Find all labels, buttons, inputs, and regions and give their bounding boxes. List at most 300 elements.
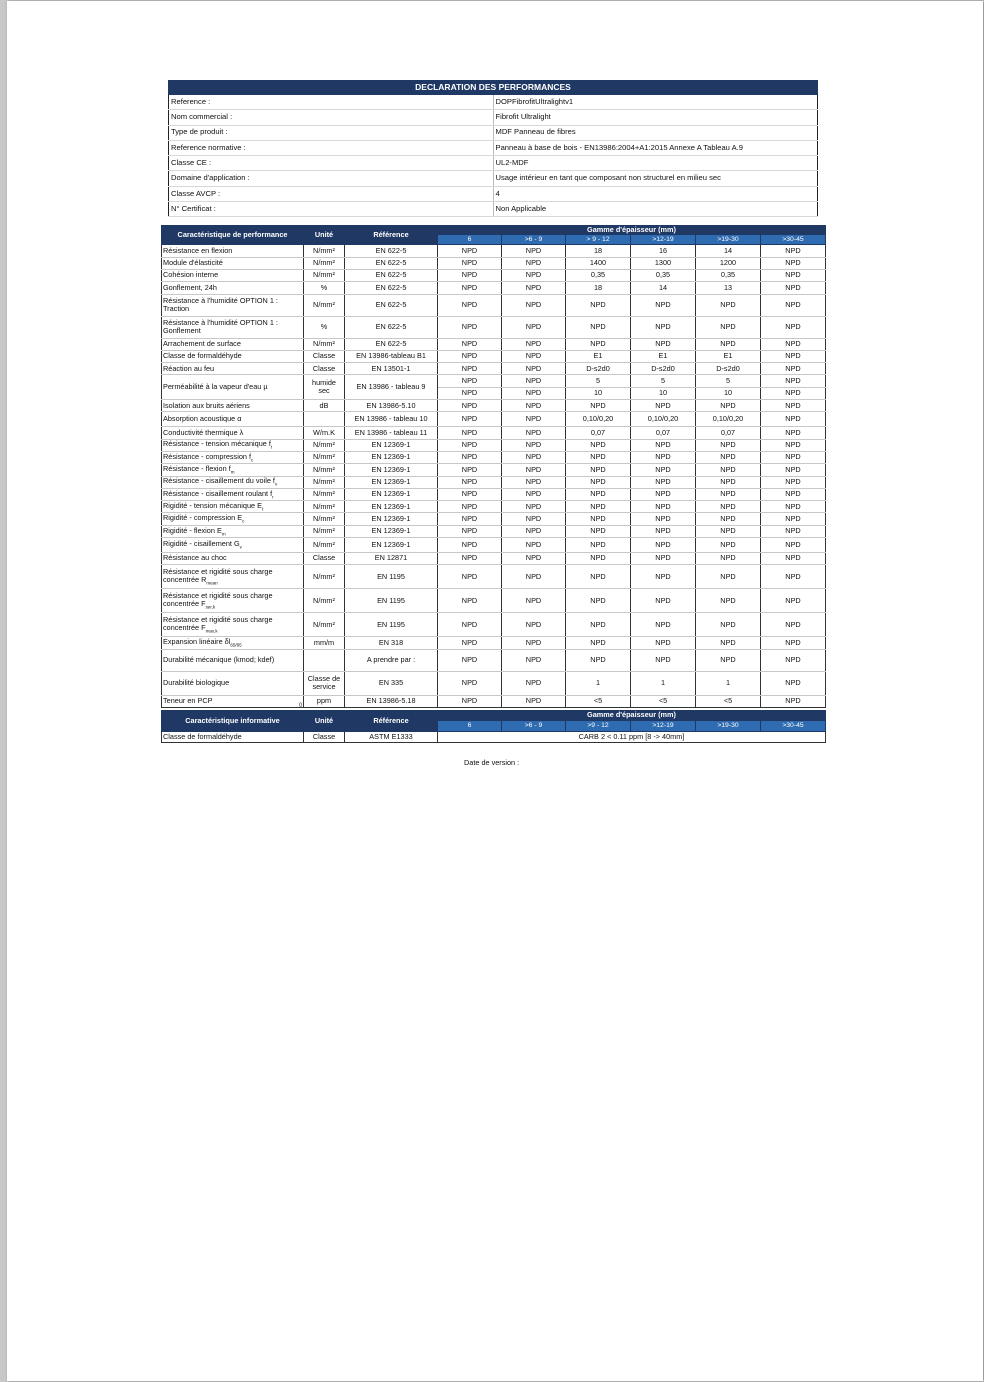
characteristic-label [162,553,304,565]
value-cell: NPD [566,488,631,500]
performance-row [162,553,826,565]
characteristic-label [162,695,304,707]
reference-cell: EN 622-5 [345,245,438,257]
performance-row [162,294,826,316]
characteristic-text: Résistance - cisaillement du voile f [163,476,275,486]
value-cell: NPD [438,476,502,488]
value-cell: NPD [502,316,566,338]
value-cell: NPD [502,439,566,451]
reference-cell: EN 13986-5.18 [345,695,438,707]
value-cell: 16 [631,245,696,257]
value-cell: NPD [631,488,696,500]
info-row-label: Classe de formaldéhyde [162,732,304,743]
unit-cell: N/mm² [304,464,345,476]
value-cell: NPD [761,613,826,637]
unit-cell: N/mm² [304,257,345,269]
value-cell: NPD [502,637,566,649]
value-cell: NPD [566,338,631,350]
value-cell: NPD [566,637,631,649]
reference-cell: EN 13986-5.10 [345,400,438,412]
informative-table [161,710,826,743]
characteristic-label [162,427,304,439]
reference-cell: A prendre par : [345,649,438,671]
unit-cell: N/mm² [304,476,345,488]
value-cell: NPD [502,451,566,463]
value-cell: NPD [631,589,696,613]
info-row [169,95,818,110]
unit-cell: N/mm² [304,338,345,350]
characteristic-label [162,412,304,427]
value-cell: NPD [438,501,502,513]
value-cell: 1 [631,671,696,695]
perf-range-0: 6 [438,235,502,245]
characteristic-text: Réaction au feu [163,363,215,373]
unit-cell: dB [304,400,345,412]
value-cell: NPD [696,439,761,451]
value-cell: NPD [438,565,502,589]
value-cell: NPD [761,427,826,439]
characteristic-label [162,269,304,281]
info-value: UL2-MDF [493,156,818,171]
performance-row [162,488,826,500]
unit-cell: N/mm² [304,538,345,553]
value-cell: NPD [761,589,826,613]
value-cell: NPD [696,525,761,537]
info-label: Domaine d'application : [169,171,494,186]
reference-cell: EN 12369-1 [345,476,438,488]
unit-cell: N/mm² [304,525,345,537]
value-cell: NPD [502,525,566,537]
value-cell: NPD [761,565,826,589]
performance-row [162,282,826,294]
unit-cell: N/mm² [304,439,345,451]
info-value: MDF Panneau de fibres [493,125,818,140]
value-cell: NPD [438,282,502,294]
value-cell: NPD [761,439,826,451]
characteristic-label [162,589,304,613]
value-cell: NPD [438,439,502,451]
value-cell: NPD [696,451,761,463]
characteristic-subscript: t [270,444,273,450]
value-cell: NPD [566,464,631,476]
value-cell: NPD [438,400,502,412]
characteristic-label [162,363,304,375]
characteristic-label [162,501,304,513]
value-cell: 0,10/0,20 [696,412,761,427]
unit-cell: % [304,316,345,338]
value-cell: NPD [631,538,696,553]
value-cell: NPD [438,257,502,269]
value-cell: NPD [502,269,566,281]
version-date-label: Date de version : [464,758,520,767]
unit-cell: N/mm² [304,613,345,637]
info-range-1: >6 - 9 [502,721,566,732]
value-cell: NPD [761,245,826,257]
unit-cell: Classe [304,363,345,375]
characteristic-label [162,538,304,553]
value-cell: 1400 [566,257,631,269]
unit-cell [304,649,345,671]
characteristic-subscript: mean [206,580,218,586]
info-row-value: CARB 2 < 0.11 ppm [8 -> 40mm] [438,732,826,743]
value-cell: 0,10/0,20 [566,412,631,427]
value-cell: 5 [631,375,696,387]
performance-row [162,269,826,281]
unit-cell: N/mm² [304,451,345,463]
performance-row [162,538,826,553]
value-cell: NPD [502,695,566,707]
unit-cell: Classe [304,350,345,362]
value-cell: NPD [631,501,696,513]
info-row [169,125,818,140]
characteristic-label [162,350,304,362]
value-cell: 5 [696,375,761,387]
value-cell: E1 [631,350,696,362]
value-cell: NPD [696,637,761,649]
value-cell: NPD [502,282,566,294]
characteristic-text: Rigidité - compression E [163,513,243,523]
value-cell: NPD [631,565,696,589]
info-row [169,171,818,186]
value-cell: NPD [438,589,502,613]
value-cell: 0,35 [696,269,761,281]
value-cell: NPD [566,476,631,488]
performance-row [162,476,826,488]
value-cell: NPD [502,488,566,500]
info-value: Usage intérieur en tant que composant non structurel en milieu sec [493,171,818,186]
performance-row [162,613,826,637]
product-info-table [168,80,818,217]
characteristic-label [162,525,304,537]
value-cell: NPD [696,589,761,613]
characteristic-label [162,257,304,269]
unit-cell: Classe [304,553,345,565]
reference-cell: EN 622-5 [345,282,438,294]
value-cell: NPD [566,565,631,589]
unit-cell: W/m.K [304,427,345,439]
performance-row [162,400,826,412]
value-cell: NPD [566,294,631,316]
value-cell: 1 [566,671,631,695]
value-cell: NPD [761,350,826,362]
value-cell: NPD [761,269,826,281]
performance-row [162,316,826,338]
value-cell: NPD [761,338,826,350]
value-cell: NPD [761,375,826,387]
info-label: N° Certificat : [169,202,494,217]
value-cell: NPD [696,513,761,525]
value-cell: NPD [438,649,502,671]
performance-row [162,338,826,350]
performance-row [162,637,826,649]
info-row [169,186,818,201]
info-row [169,140,818,155]
reference-cell: EN 13986 - tableau 11 [345,427,438,439]
performance-row [162,427,826,439]
value-cell: NPD [761,501,826,513]
value-cell: NPD [696,476,761,488]
value-cell: 18 [566,282,631,294]
value-cell: NPD [761,637,826,649]
value-cell: 13 [696,282,761,294]
characteristic-text: Teneur en PCP [163,696,213,706]
value-cell: NPD [502,553,566,565]
value-cell: NPD [761,400,826,412]
value-cell: 0,07 [566,427,631,439]
value-cell: NPD [696,649,761,671]
info-col-range: Gamme d'épaisseur (mm) [438,711,826,721]
characteristic-text: Résistance et rigidité sous charge concentrée R [163,566,273,585]
characteristic-subscript: r [272,494,274,500]
value-cell: NPD [502,671,566,695]
value-cell: NPD [566,400,631,412]
value-cell: NPD [631,400,696,412]
performance-row [162,451,826,463]
value-cell: NPD [761,525,826,537]
info-label: Type de produit : [169,125,494,140]
value-cell: 1 [696,671,761,695]
value-cell: NPD [438,375,502,387]
characteristic-text: Module d'élasticité [163,258,223,268]
value-cell: NPD [631,513,696,525]
value-cell: NPD [438,350,502,362]
value-cell: E1 [566,350,631,362]
characteristic-text: Résistance à l'humidité OPTION 1 : Traction [163,295,278,314]
value-cell: 0,10/0,20 [631,412,696,427]
characteristic-label [162,439,304,451]
unit-cell: mm/m [304,637,345,649]
value-cell: NPD [631,439,696,451]
value-cell: NPD [696,613,761,637]
reference-cell: EN 12369-1 [345,538,438,553]
reference-cell: EN 12871 [345,553,438,565]
info-range-3: >12-19 [631,721,696,732]
characteristic-text: Isolation aux bruits aériens [163,400,250,410]
reference-cell: EN 622-5 [345,269,438,281]
characteristic-subscript: t [261,506,264,512]
value-cell: NPD [502,513,566,525]
value-cell: NPD [761,695,826,707]
value-cell: NPD [696,501,761,513]
characteristic-text: Résistance - compression f [163,451,252,461]
unit-cell: N/mm² [304,488,345,500]
performance-row [162,439,826,451]
characteristic-text: Résistance au choc [163,553,227,563]
info-range-0: 6 [438,721,502,732]
reference-cell: EN 318 [345,637,438,649]
value-cell: NPD [438,464,502,476]
unit-cell: N/mm² [304,294,345,316]
value-cell: NPD [761,513,826,525]
value-cell: 1200 [696,257,761,269]
info-col-unit: Unité [304,711,345,732]
value-cell: NPD [566,501,631,513]
value-cell: NPD [696,538,761,553]
reference-cell: EN 13501-1 [345,363,438,375]
characteristic-subscript: v [274,481,278,487]
performance-row [162,671,826,695]
info-label: Classe CE : [169,156,494,171]
value-cell: NPD [696,488,761,500]
value-cell: NPD [761,451,826,463]
value-cell: 14 [631,282,696,294]
value-cell: NPD [761,387,826,399]
characteristic-label [162,649,304,671]
characteristic-text: Expansion linéaire δl [163,637,231,647]
value-cell: NPD [438,316,502,338]
characteristic-label [162,565,304,589]
value-cell: NPD [438,513,502,525]
characteristic-text: Absorption acoustique α [163,414,242,424]
reference-cell: EN 12369-1 [345,513,438,525]
document-page [7,1,983,1381]
value-cell: NPD [438,488,502,500]
characteristic-text: Conductivité thermique λ [163,427,244,437]
performance-table [161,225,826,708]
value-cell: NPD [438,294,502,316]
value-cell: NPD [631,316,696,338]
performance-row [162,513,826,525]
value-cell: NPD [502,501,566,513]
value-cell: NPD [566,613,631,637]
value-cell: NPD [502,427,566,439]
characteristic-text: Durabilité biologique [163,677,230,687]
info-value: Non Applicable [493,202,818,217]
perf-range-4: >19-30 [696,235,761,245]
value-cell: D-s2d0 [631,363,696,375]
unit-cell: Classe de service [304,671,345,695]
info-row-reference: ASTM E1333 [345,732,438,743]
unit-cell: N/mm² [304,501,345,513]
value-cell: 10 [696,387,761,399]
characteristic-label [162,513,304,525]
value-cell: NPD [761,363,826,375]
value-cell: NPD [438,363,502,375]
value-cell: NPD [502,464,566,476]
characteristic-text: Résistance - flexion f [163,464,231,474]
value-cell: NPD [761,294,826,316]
value-cell: NPD [761,257,826,269]
value-cell: NPD [631,649,696,671]
value-cell: NPD [761,488,826,500]
value-cell: NPD [502,294,566,316]
value-cell: NPD [566,553,631,565]
characteristic-text: Résistance en flexion [163,245,233,255]
perf-range-2: > 9 - 12 [566,235,631,245]
value-cell: NPD [761,649,826,671]
value-cell: 1300 [631,257,696,269]
characteristic-text: Résistance - cisaillement roulant f [163,488,273,498]
value-cell: NPD [438,451,502,463]
value-cell: <5 [566,695,631,707]
value-cell: NPD [502,363,566,375]
value-cell: 0,07 [631,427,696,439]
value-cell: 0,35 [631,269,696,281]
value-cell: NPD [631,294,696,316]
value-cell: NPD [502,245,566,257]
reference-cell: EN 12369-1 [345,451,438,463]
info-label: Nom commercial : [169,110,494,125]
value-cell: NPD [761,476,826,488]
value-cell: NPD [502,412,566,427]
reference-cell: EN 1195 [345,565,438,589]
value-cell: NPD [761,464,826,476]
performance-row [162,245,826,257]
characteristic-text: Rigidité - flexion E [163,525,222,535]
performance-row [162,412,826,427]
perf-range-3: >12-19 [631,235,696,245]
col-unit: Unité [304,226,345,245]
value-cell: NPD [438,245,502,257]
value-cell: NPD [566,538,631,553]
reference-cell: EN 335 [345,671,438,695]
value-cell: NPD [438,269,502,281]
value-cell: NPD [566,525,631,537]
characteristic-label [162,400,304,412]
perf-range-5: >30-45 [761,235,826,245]
value-cell: NPD [438,538,502,553]
col-range: Gamme d'épaisseur (mm) [438,226,826,235]
info-range-2: >9 - 12 [566,721,631,732]
characteristic-label: Perméabilité à la vapeur d'eau µ [162,375,304,400]
perf-range-1: >6 - 9 [502,235,566,245]
value-cell: <5 [631,695,696,707]
value-cell: 0,35 [566,269,631,281]
value-cell: NPD [631,553,696,565]
value-cell: 0,07 [696,427,761,439]
characteristic-subscript: m [221,531,226,537]
performance-row [162,565,826,589]
characteristic-text: Arrachement de surface [163,339,241,349]
value-cell: NPD [438,637,502,649]
characteristic-text: Résistance à l'humidité OPTION 1 : Gonflement [163,317,278,336]
characteristic-text: Durabilité mécanique (kmod; kdef) [163,654,275,664]
characteristic-label [162,245,304,257]
info-range-4: >19-30 [696,721,761,732]
info-label: Reference normative : [169,140,494,155]
reference-cell: EN 13986-tableau B1 [345,350,438,362]
reference-cell: EN 622-5 [345,294,438,316]
characteristic-label [162,488,304,500]
value-cell: NPD [696,553,761,565]
info-row [169,202,818,217]
unit-cell: N/mm² [304,589,345,613]
value-cell: NPD [631,338,696,350]
value-cell: NPD [438,387,502,399]
value-cell: NPD [761,538,826,553]
performance-row [162,257,826,269]
performance-row [162,501,826,513]
value-cell: NPD [438,338,502,350]
reference-cell: EN 12369-1 [345,525,438,537]
value-cell: <5 [696,695,761,707]
value-cell: NPD [566,589,631,613]
info-label: Reference : [169,95,494,110]
info-value: DOPFibrofitUltralightv1 [493,95,818,110]
value-cell: 10 [566,387,631,399]
value-cell: NPD [502,350,566,362]
unit-cell: N/mm² [304,565,345,589]
value-cell: NPD [631,464,696,476]
value-cell: NPD [696,464,761,476]
characteristic-text: Cohésion interne [163,270,219,280]
value-cell: NPD [566,316,631,338]
value-cell: NPD [502,257,566,269]
characteristic-label [162,464,304,476]
reference-cell: EN 13986 - tableau 10 [345,412,438,427]
unit-cell: N/mm² [304,269,345,281]
value-cell: 10 [631,387,696,399]
